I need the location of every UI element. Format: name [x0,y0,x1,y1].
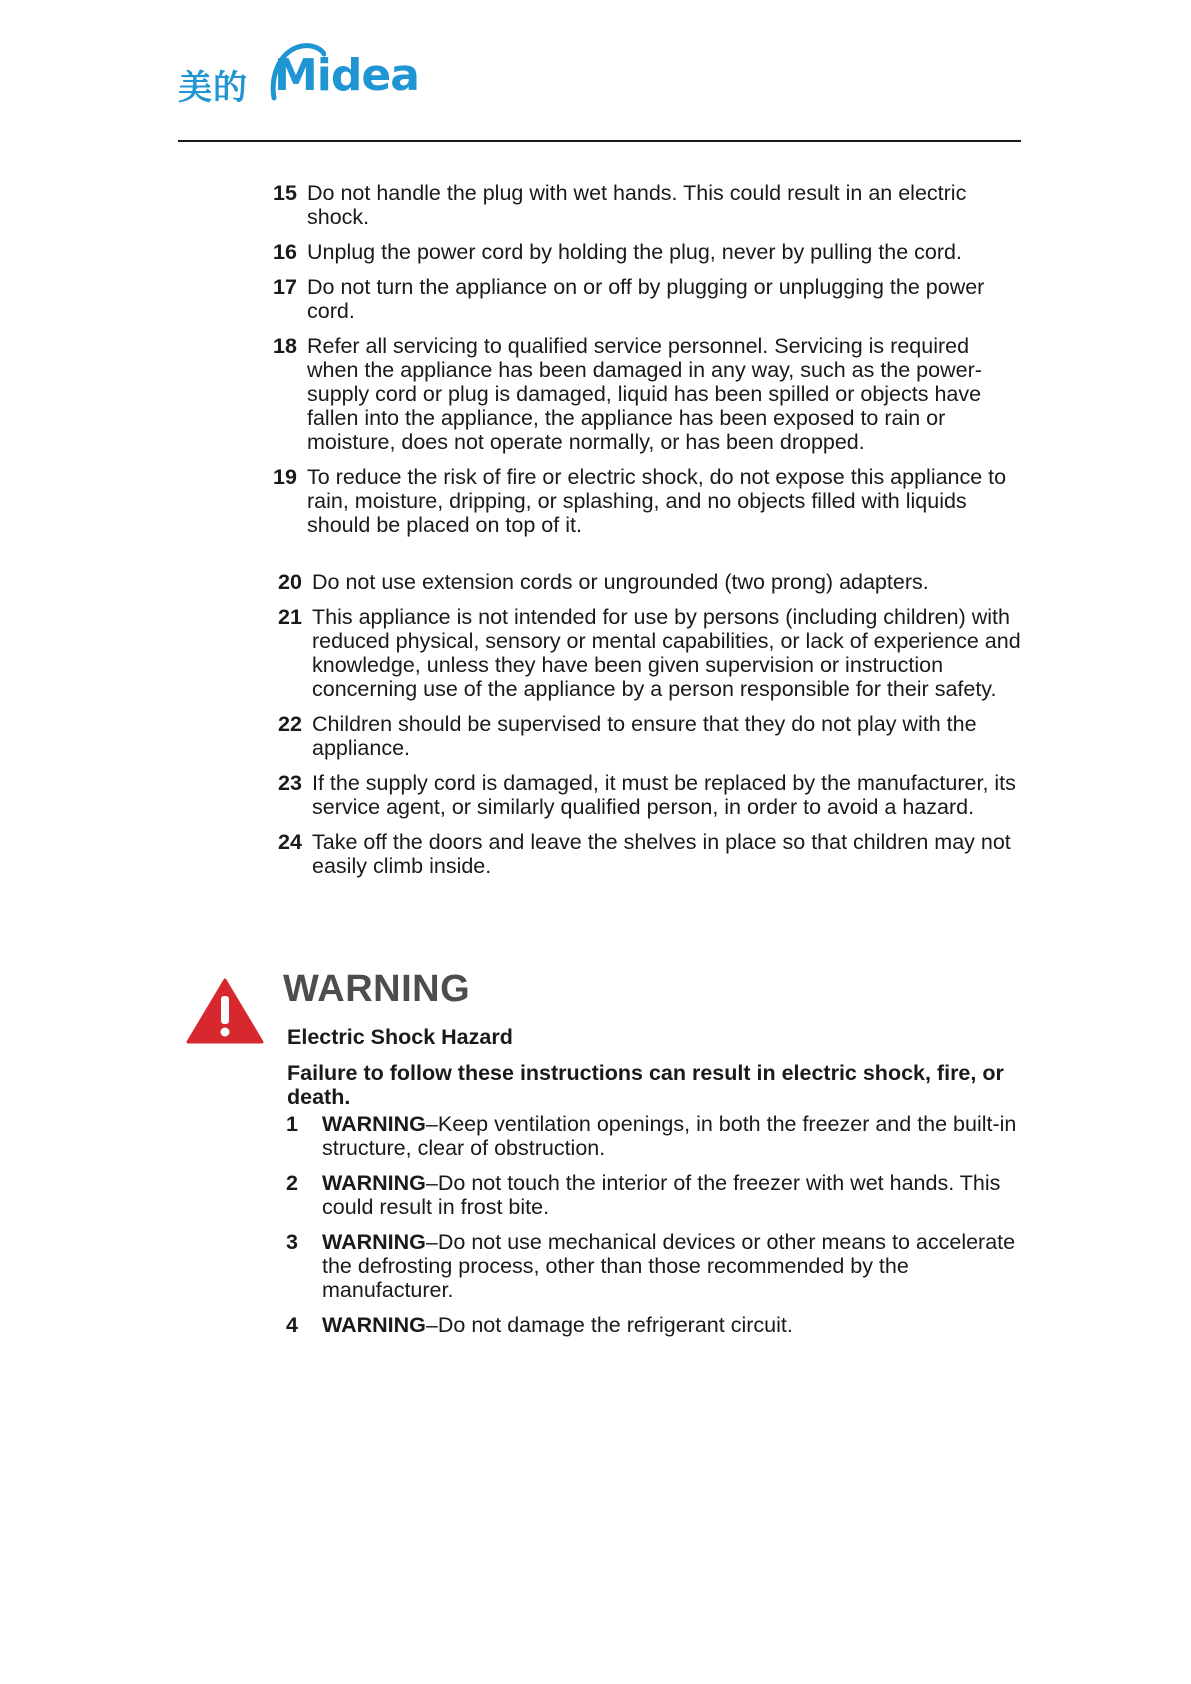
list-item [278,830,1023,878]
item-number: 23 [278,771,302,795]
list-item [273,181,1018,229]
header-divider [178,140,1021,142]
midea-logo [178,40,440,112]
item-text: This appliance is not intended for use by persons (including children) with reduced physical, sensory or mental capabilities, or lack of experience and knowledge, unless they have been given supervision or instruction concerning use of the appliance by a person responsible for their safety. [312,605,1021,701]
item-number: 1 [286,1112,298,1136]
item-number: 24 [278,830,302,854]
item-text: Do not turn the appliance on or off by plugging or unplugging the power cord. [307,275,985,323]
item-text [286,1171,1021,1219]
item-text: Take off the doors and leave the shelves in place so that children may not easily climb inside. [312,830,1011,878]
item-body: –Do not damage the refrigerant circuit. [425,1313,793,1337]
item-number: 21 [278,605,302,629]
list-item [278,712,1023,760]
item-prefix: WARNING [322,1230,426,1254]
list-item [286,1313,1021,1337]
list-item [286,1112,1021,1160]
item-text: If the supply cord is damaged, it must be replaced by the manufacturer, its service agent, or similarly qualified person, in order to avoid a hazard. [312,771,1016,819]
logo-midea-text: Midea [274,50,419,101]
list-item [273,465,1018,537]
item-text: Do not use extension cords or ungrounded (two prong) adapters. [312,570,929,594]
item-text [286,1112,1021,1160]
list-item [278,570,1023,594]
safety-list-part-2 [278,570,1023,889]
item-text: To reduce the risk of fire or electric shock, do not expose this appliance to rain, moisture, dripping, or splashing, and no objects filled with liquids should be placed on top of it. [307,465,1007,537]
item-prefix: WARNING [322,1171,426,1195]
item-number: 15 [273,181,297,205]
list-item [286,1230,1021,1302]
item-body: –Do not use mechanical devices or other means to accelerate the defrosting process, other than those recommended by the manufacturer. [322,1230,1016,1302]
safety-list-part-1 [273,181,1018,548]
warning-failure-text: Failure to follow these instructions can result in electric shock, fire, or death. [287,1061,1004,1109]
item-text: Refer all servicing to qualified service personnel. Servicing is required when the appliance has been damaged in any way, such as the power-supply cord or plug is damaged, liquid has been spilled or objects have fallen into the appliance, the appliance has been exposed to rain or moisture, does not operate normally, or has been dropped. [307,334,982,454]
item-prefix: WARNING [322,1313,426,1337]
item-body: –Keep ventilation openings, in both the freezer and the built-in structure, clear of obstruction. [322,1112,1017,1160]
item-text: Unplug the power cord by holding the plug, never by pulling the cord. [307,240,962,264]
list-item [273,240,1018,264]
list-item [286,1171,1021,1219]
item-number: 20 [278,570,302,594]
item-number: 18 [273,334,297,358]
warning-title: WARNING [283,968,471,1010]
item-number: 3 [286,1230,298,1254]
warning-list [286,1112,1021,1348]
item-number: 22 [278,712,302,736]
logo-chinese-text: 美的 [178,68,248,108]
list-item [278,771,1023,819]
item-text: Do not handle the plug with wet hands. This could result in an electric shock. [307,181,967,229]
item-text [286,1230,1021,1302]
item-body: –Do not touch the interior of the freezer with wet hands. This could result in frost bite. [322,1171,1001,1219]
list-item [273,275,1018,323]
warning-subtitle: Electric Shock Hazard [287,1025,513,1049]
warning-triangle-icon [186,978,264,1044]
item-text [286,1313,1021,1337]
list-item [278,605,1023,701]
item-number: 2 [286,1171,298,1195]
item-number: 19 [273,465,297,489]
item-number: 17 [273,275,297,299]
item-number: 4 [286,1313,298,1337]
item-text: Children should be supervised to ensure that they do not play with the appliance. [312,712,977,760]
item-number: 16 [273,240,297,264]
item-prefix: WARNING [322,1112,426,1136]
list-item [273,334,1018,454]
